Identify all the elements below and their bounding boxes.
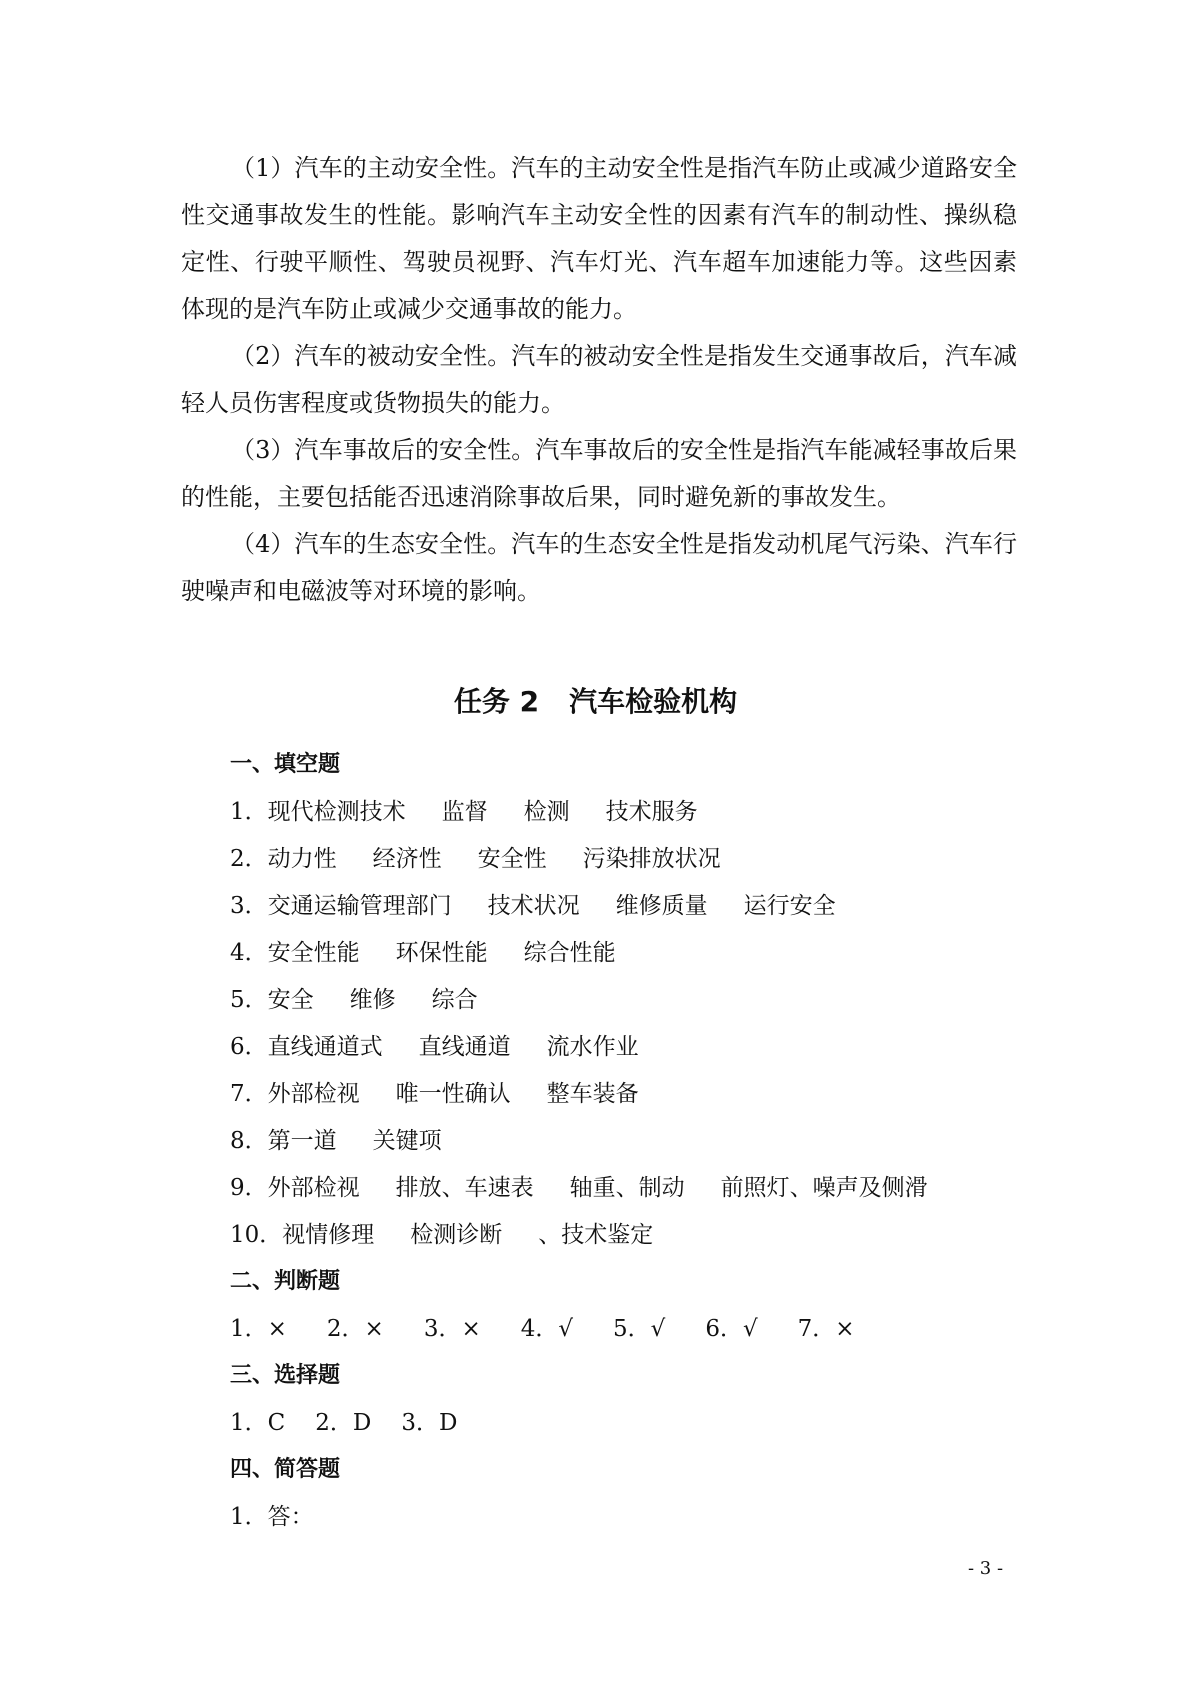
answer-item: 外部检视 (267, 1175, 360, 1201)
multiple-choice-answer: 2．D (315, 1410, 372, 1436)
answer-item: 直线通道式 (267, 1034, 383, 1060)
true-false-answer: 2．× (326, 1316, 384, 1342)
section-heading-short-answer: 四、简答题 (230, 1457, 341, 1482)
answer-item: 直线通道 (418, 1034, 511, 1060)
true-false-answer: 1．× (230, 1316, 287, 1342)
answer-item: 整车装备 (546, 1081, 639, 1107)
true-false-answers (230, 1312, 895, 1346)
answer-number: 4． (230, 940, 268, 966)
multiple-choice-answer: 3．D (401, 1410, 458, 1436)
fill-blank-answer-7 (230, 1077, 639, 1111)
answer-item: 前照灯、噪声及侧滑 (720, 1175, 928, 1201)
answer-item: 、技术鉴定 (538, 1222, 654, 1248)
short-answer-1: 1．答： (230, 1504, 314, 1530)
fill-blank-answer-3 (230, 889, 836, 923)
fill-blank-answer-8 (230, 1124, 442, 1158)
task-heading (0, 682, 1191, 722)
answer-item: 安全性 (477, 846, 547, 872)
answer-number: 5． (230, 987, 268, 1013)
true-false-answer: 6．√ (705, 1316, 758, 1342)
answer-item: 技术服务 (605, 799, 698, 825)
answer-item: 流水作业 (546, 1034, 639, 1060)
fill-blank-answer-10 (230, 1218, 653, 1252)
answer-item: 外部检视 (267, 1081, 360, 1107)
true-false-answer: 3．× (423, 1316, 481, 1342)
answer-item: 交通运输管理部门 (267, 893, 452, 919)
answer-item: 动力性 (267, 846, 337, 872)
answer-number: 7． (230, 1081, 268, 1107)
answer-item: 综合性能 (523, 940, 616, 966)
answer-item: 唯一性确认 (395, 1081, 511, 1107)
answer-item: 环保性能 (395, 940, 488, 966)
answer-item: 现代检测技术 (267, 799, 406, 825)
answer-item: 排放、车速表 (395, 1175, 534, 1201)
answer-item: 关键项 (372, 1128, 442, 1154)
answer-item: 维修 (349, 987, 396, 1013)
paragraph-post-accident-safety: （3）汽车事故后的安全性。汽车事故后的安全性是指汽车能减轻事故后果的性能，主要包括能否迅速消除事故后果，同时避免新的事故发生。 (181, 436, 1017, 511)
answer-item: 检测诊断 (410, 1222, 503, 1248)
answer-number: 1． (230, 799, 268, 825)
fill-blank-answer-9 (230, 1171, 928, 1205)
answer-item: 运行安全 (743, 893, 836, 919)
fill-blank-answer-5 (230, 983, 478, 1017)
task-label: 任务 2 (453, 685, 540, 718)
fill-blank-answer-6 (230, 1030, 639, 1064)
answer-number: 10． (230, 1222, 283, 1248)
answer-number: 6． (230, 1034, 268, 1060)
true-false-answer: 5．√ (613, 1316, 666, 1342)
page-number: - 3 - (968, 1558, 1004, 1579)
multiple-choice-answers (230, 1406, 487, 1440)
answer-item: 安全性能 (267, 940, 360, 966)
true-false-answer: 7．× (797, 1316, 855, 1342)
fill-blank-answer-2 (230, 842, 721, 876)
answer-item: 检测 (523, 799, 570, 825)
paragraph-ecological-safety: （4）汽车的生态安全性。汽车的生态安全性是指发动机尾气污染、汽车行驶噪声和电磁波等对环境的影响。 (181, 530, 1017, 605)
answer-item: 轴重、制动 (569, 1175, 685, 1201)
answer-item: 综合 (431, 987, 478, 1013)
answer-item: 污染排放状况 (582, 846, 721, 872)
section-heading-fill-blank: 一、填空题 (230, 752, 341, 777)
answer-item: 安全 (267, 987, 314, 1013)
answer-number: 3． (230, 893, 268, 919)
fill-blank-answer-4 (230, 936, 616, 970)
answer-item: 视情修理 (282, 1222, 375, 1248)
paragraph-active-safety: （1）汽车的主动安全性。汽车的主动安全性是指汽车防止或减少道路安全性交通事故发生的性能。影响汽车主动安全性的因素有汽车的制动性、操纵稳定性、行驶平顺性、驾驶员视野、汽车灯光、汽车超车加速能力等。这些因素体现的是汽车防止或减少交通事故的能力。 (181, 154, 1017, 323)
true-false-answer: 4．√ (520, 1316, 574, 1342)
answer-item: 技术状况 (487, 893, 580, 919)
paragraph-passive-safety: （2）汽车的被动安全性。汽车的被动安全性是指发生交通事故后，汽车减轻人员伤害程度或货物损失的能力。 (181, 342, 1017, 417)
answer-item: 第一道 (267, 1128, 337, 1154)
task-title: 汽车检验机构 (569, 685, 738, 718)
fill-blank-answer-1 (230, 795, 698, 829)
answer-number: 2． (230, 846, 268, 872)
multiple-choice-answer: 1．C (230, 1410, 286, 1436)
answer-number: 8． (230, 1128, 268, 1154)
section-heading-multiple-choice: 三、选择题 (230, 1363, 341, 1388)
answer-number: 9． (230, 1175, 268, 1201)
answer-item: 维修质量 (615, 893, 708, 919)
section-heading-true-false: 二、判断题 (230, 1269, 341, 1294)
answer-item: 监督 (441, 799, 488, 825)
answer-item: 经济性 (372, 846, 442, 872)
